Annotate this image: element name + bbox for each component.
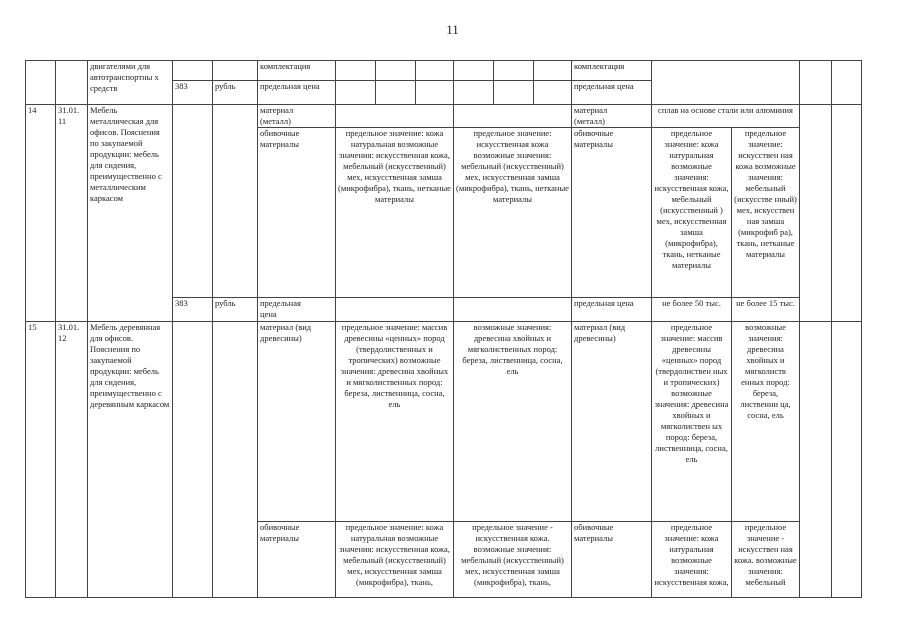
cell-num — [26, 61, 56, 105]
cell-extra — [800, 322, 832, 598]
cell-rf-characteristic: материал (вид древесины) — [572, 322, 652, 522]
cell-characteristic: предельная цена — [258, 298, 336, 322]
cell-unit — [213, 105, 258, 298]
cell-value — [454, 105, 572, 128]
page-number: 11 — [446, 22, 459, 37]
cell-value — [336, 81, 376, 105]
cell-name: Мебель деревянная для офисов. Пояснения по закупаемой продукции: мебель для сидения, преимущественно с деревянным каркасом — [88, 322, 173, 598]
cell-characteristic: комплектация — [258, 61, 336, 81]
cell-okei — [173, 322, 213, 598]
cell-rf-value: предельное значение: искусствен ная кожа возможные значения: мебельный (искусстве нный) мех, искусствен ная замша (микрофиб ра), ткань, нетканые материалы — [732, 128, 800, 298]
cell-rf-characteristic: предельная цена — [572, 298, 652, 322]
cell-extra — [800, 61, 832, 105]
cell-value — [376, 61, 416, 81]
procurement-table — [25, 60, 862, 598]
cell-extra — [800, 105, 832, 322]
cell-rf-value: не более 15 тыс. — [732, 298, 800, 322]
cell-rf-characteristic: комплектация — [572, 61, 652, 81]
cell-rf-value: возможные значения: древесина хвойных и мягколиств енных пород: береза, лиственни ца, сосна, ель — [732, 322, 800, 522]
cell-characteristic: материал (вид древесины) — [258, 322, 336, 522]
cell-rf-value: предельное значение: кожа натуральная возможные значения: искусственная кожа, мебельный (искусственный ) мех, искусственная замша (микрофибра), ткань, нетканые материалы — [652, 128, 732, 298]
cell-rf-value — [652, 61, 800, 105]
cell-num: 15 — [26, 322, 56, 598]
cell-rf-value: предельное значение: кожа натуральная возможные значения: искусственная кожа, — [652, 522, 732, 598]
cell-rf-characteristic: материал (металл) — [572, 105, 652, 128]
cell-value: предельное значение: массив древесины «ценных» пород (твердолиственных и тропических) возможные значения: древесина хвойных и мягколиственных пород: береза, лиственница, сосна, ель — [336, 322, 454, 522]
cell-unit — [213, 61, 258, 81]
cell-unit: рубль — [213, 81, 258, 105]
cell-num: 14 — [26, 105, 56, 322]
cell-value — [376, 81, 416, 105]
cell-value — [494, 61, 534, 81]
cell-characteristic: предельная цена — [258, 81, 336, 105]
cell-value — [336, 298, 454, 322]
cell-extra — [832, 105, 862, 322]
cell-okei — [173, 61, 213, 81]
cell-value: возможные значения: древесина хвойных и мягколиственных пород: береза, лиственница, сосна, ель — [454, 322, 572, 522]
table-row — [26, 105, 862, 128]
cell-rf-characteristic: предельная цена — [572, 81, 652, 105]
cell-okei — [173, 105, 213, 298]
cell-code: 31.01. 12 — [56, 322, 88, 598]
cell-value: предельное значение - искусственная кожа. возможные значения: мебельный (искусственный) мех, искусственная замша (микрофибра), ткань, — [454, 522, 572, 598]
cell-okei: 383 — [173, 81, 213, 105]
cell-value — [454, 298, 572, 322]
cell-value — [454, 61, 494, 81]
cell-rf-value: сплав на основе стали или алюминия — [652, 105, 800, 128]
cell-value: предельное значение: кожа натуральная возможные значения: искусственная кожа, мебельный (искусственный) мех, искусственная замша (микрофибра), ткань, нетканые материалы — [336, 128, 454, 298]
cell-value: предельное значение: кожа натуральная возможные значения: искусственная кожа, мебельный (искусственный) мех, искусственная замша (микрофибра), ткань, — [336, 522, 454, 598]
cell-code — [56, 61, 88, 105]
cell-value — [494, 81, 534, 105]
cell-characteristic: обивочные материалы — [258, 128, 336, 298]
cell-unit — [213, 322, 258, 598]
table-row — [26, 322, 862, 522]
cell-rf-value: предельное значение - искусствен ная кожа. возможные значения: мебельный — [732, 522, 800, 598]
cell-value — [534, 81, 572, 105]
cell-value — [336, 61, 376, 81]
cell-name: двигателями для автотранспортны х средств — [88, 61, 173, 105]
cell-value — [416, 61, 454, 81]
cell-value: предельное значение: искусственная кожа возможные значения: мебельный (искусственный) мех, искусственная замша (микрофибра), ткань, нетканые материалы — [454, 128, 572, 298]
cell-rf-characteristic: обивочные материалы — [572, 128, 652, 298]
table-row — [26, 61, 862, 81]
cell-characteristic: обивочные материалы — [258, 522, 336, 598]
cell-characteristic: материал (металл) — [258, 105, 336, 128]
cell-rf-characteristic: обивочные материалы — [572, 522, 652, 598]
cell-unit: рубль — [213, 298, 258, 322]
cell-value — [416, 81, 454, 105]
cell-rf-value: не более 50 тыс. — [652, 298, 732, 322]
cell-rf-value: предельное значение: массив древесины «ценных» пород (твердолиствен ных и тропических) возможные значения: древесина хвойных и мягколиствен ых пород: береза, лиственница, сосна, ель — [652, 322, 732, 522]
cell-extra — [832, 61, 862, 105]
cell-okei: 383 — [173, 298, 213, 322]
cell-code: 31.01. 11 — [56, 105, 88, 322]
cell-value — [454, 81, 494, 105]
cell-extra — [832, 322, 862, 598]
cell-value — [336, 105, 454, 128]
cell-value — [534, 61, 572, 81]
cell-name: Мебель металлическая для офисов. Пояснения по закупаемой продукции: мебель для сидения, преимущественно с металлическим каркасом — [88, 105, 173, 322]
